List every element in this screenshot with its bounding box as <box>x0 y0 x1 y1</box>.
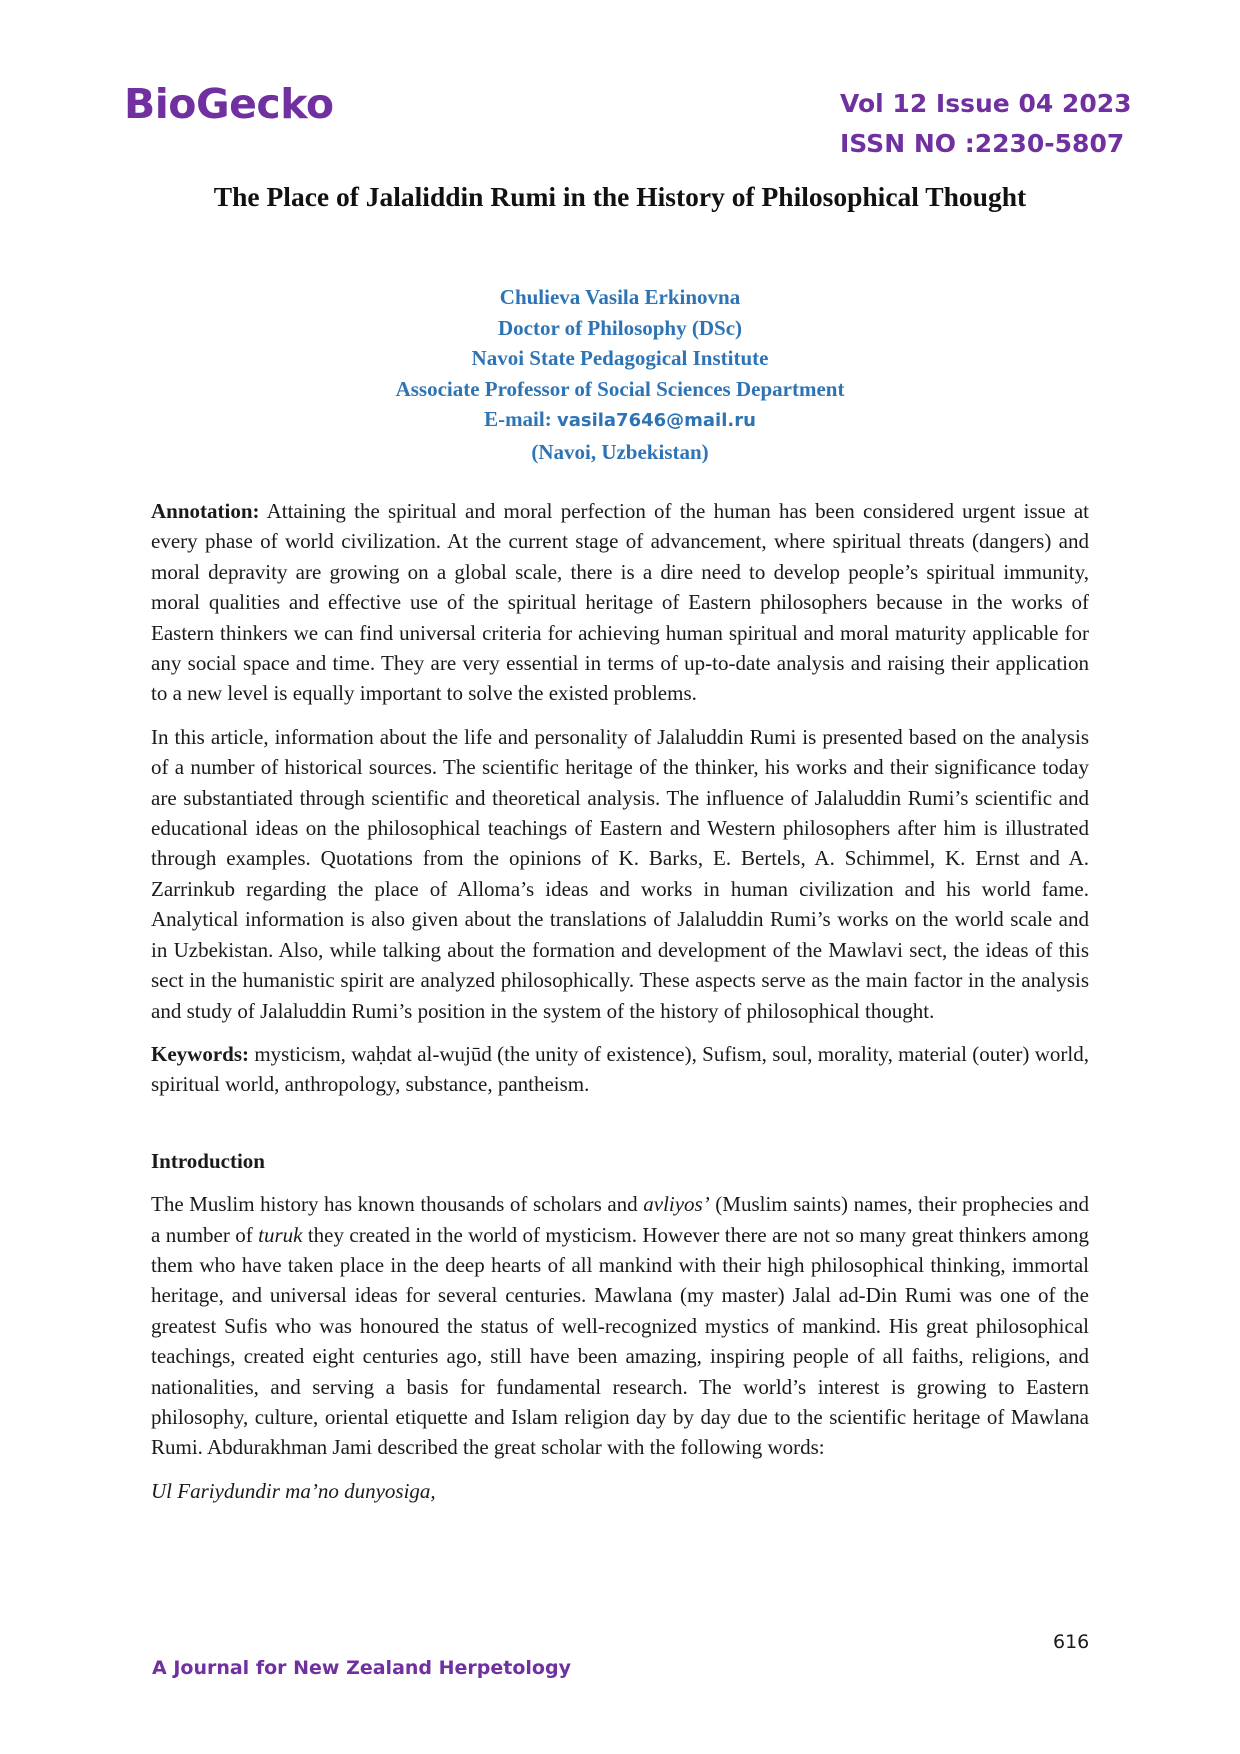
volume-issue: Vol 12 Issue 04 2023 <box>840 89 1132 118</box>
abstract-paragraph-2: In this article, information about the life and personality of Jalaluddin Rumi is presented based on the analysis of a number of historical sources. The scientific heritage of the thinker, his works and their significance today are substantiated through scientific and theoretical analysis. The influence of Jalaluddin Rumi’s scientific and educational ideas on the philosophical teachings of Eastern and Western philosophers after him is illustrated through examples. Quotations from the opinions of K. Barks, E. Bertels, A. Schimmel, K. Ernst and A. Zarrinkub regarding the place of Alloma’s ideas and works in human civilization and his world fame. Analytical information is also given about the translations of Jalaluddin Rumi’s works on the world scale and in Uzbekistan. Also, while talking about the formation and development of the Mawlavi sect, the ideas of this sect in the humanistic spirit are analyzed philosophically. These aspects serve as the main factor in the analysis and study of Jalaluddin Rumi’s position in the system of the history of philosophical thought. <box>151 724 1089 1023</box>
author-block <box>0 282 1240 468</box>
introduction-paragraph <box>151 1189 1089 1463</box>
journal-footer: A Journal for New Zealand Herpetology <box>152 1657 571 1679</box>
author-position: Associate Professor of Social Sciences Department <box>395 376 845 401</box>
author-email-link[interactable]: vasila7646@mail.ru <box>556 410 756 432</box>
intro-text-3: they created in the world of mysticism. However there are not so many great thinkers among them who have taken place in the deep hearts of all mankind with their high philosophical thinking, immortal heritage, and universal ideas for several centuries. Mawlana (my master) Jalal ad-Din Rumi was one of the greatest Sufis who was honoured the status of well-recognized mystics of mankind. His great philosophical teachings, created eight centuries ago, still have been amazing, inspiring people of all faiths, religions, and nationalities, and serving a basis for fundamental research. The world’s interest is growing to Eastern philosophy, culture, oriental etiquette and Islam religion day by day due to the scientific heritage of Mawlana Rumi. Abdurakhman Jami described the great scholar with the following words: <box>151 1222 1089 1460</box>
article-body <box>151 496 1089 1519</box>
article-title: The Place of Jalaliddin Rumi in the History of Philosophical Thought <box>213 181 1027 212</box>
page-number: 616 <box>1053 1631 1090 1653</box>
email-label: E-mail: <box>484 407 552 432</box>
issn-number: ISSN NO :2230-5807 <box>840 129 1125 158</box>
intro-italic-avliyos: avliyos’ <box>643 1192 710 1217</box>
journal-issue-info <box>840 84 1132 164</box>
annotation-paragraph <box>151 496 1089 709</box>
keywords-label: Keywords: <box>151 1041 249 1066</box>
author-degree: Doctor of Philosophy (DSc) <box>497 315 743 340</box>
intro-text-1: The Muslim history has known thousands of scholars and <box>151 1192 644 1217</box>
keywords-text: mysticism, waḥdat al-wujūd (the unity of existence), Sufism, soul, morality, material (outer) world, spiritual world, anthropology, substance, pantheism. <box>151 1041 1089 1097</box>
author-name: Chulieva Vasila Erkinovna <box>499 285 741 309</box>
annotation-label: Annotation: <box>151 499 260 523</box>
author-email-line <box>0 404 1240 437</box>
journal-brand-logo: BioGecko <box>124 80 334 128</box>
intro-text-2: (Muslim saints) names, their prophecies and a number of <box>151 1192 1089 1247</box>
intro-italic-turuk: turuk <box>258 1222 303 1247</box>
keywords-paragraph <box>151 1039 1089 1100</box>
author-institution: Navoi State Pedagogical Institute <box>471 346 769 371</box>
introduction-heading: Introduction <box>151 1148 265 1173</box>
annotation-text: Attaining the spiritual and moral perfection of the human has been considered urgent issue at every phase of world civilization. At the current stage of advancement, where spiritual threats (dangers) and moral depravity are growing on a global scale, there is a dire need to develop people’s spiritual immunity, moral qualities and effective use of the spiritual heritage of Eastern philosophers because in the works of Eastern thinkers we can find universal criteria for achieving human spiritual and moral maturity applicable for any social space and time. They are very essential in terms of up-to-date analysis and raising their application to a new level is equally important to solve the existed problems. <box>151 499 1089 706</box>
verse-line: Ul Fariydundir ma’no dunyosiga, <box>151 1478 436 1503</box>
author-location: (Navoi, Uzbekistan) <box>531 439 709 464</box>
